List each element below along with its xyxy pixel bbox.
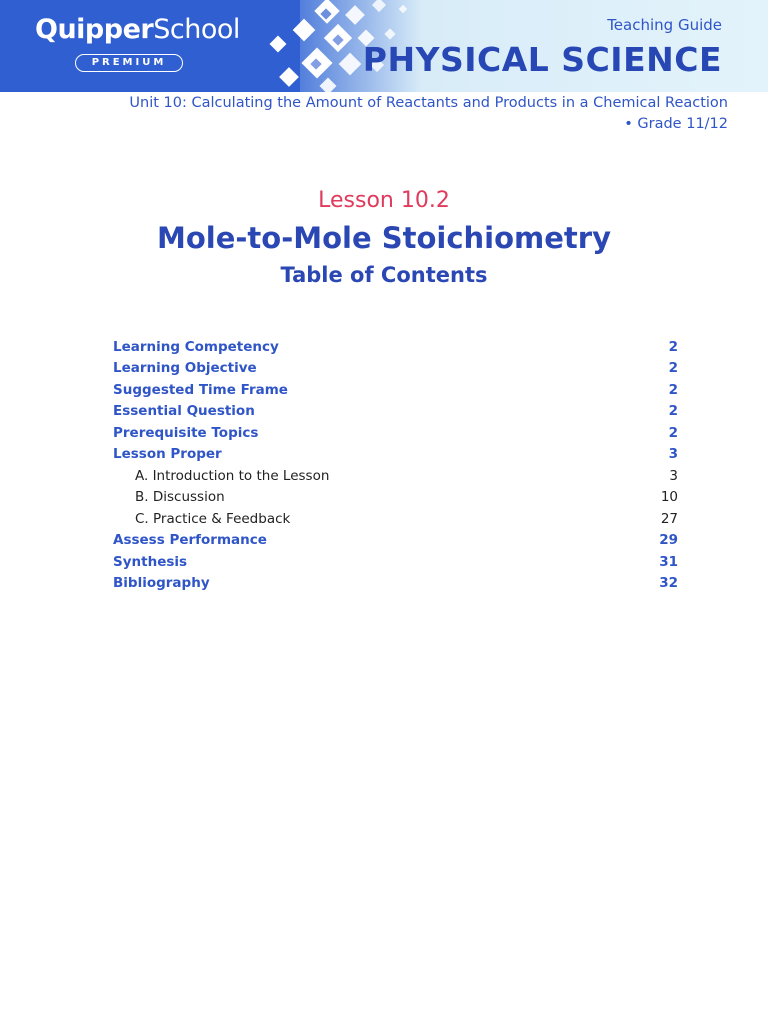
toc-page-number: 29 <box>659 532 678 549</box>
toc-entry[interactable] <box>113 530 678 552</box>
toc-entry[interactable] <box>113 573 678 595</box>
toc-entry[interactable] <box>113 358 678 380</box>
toc-entry-label: C. Practice & Feedback <box>135 510 291 527</box>
toc-entry[interactable] <box>113 444 678 466</box>
toc-page-number: 3 <box>668 446 678 463</box>
toc-page-number: 2 <box>668 403 678 420</box>
toc-heading: Table of Contents <box>280 263 488 287</box>
toc-entry-label: Synthesis <box>113 553 188 570</box>
toc-page-number: 27 <box>660 510 678 527</box>
toc-entry-label: Suggested Time Frame <box>113 381 288 398</box>
toc-entry[interactable] <box>113 401 678 423</box>
toc-page-number: 2 <box>668 360 678 377</box>
header-banner <box>0 0 768 92</box>
lesson-title: Mole-to-Mole Stoichiometry <box>156 221 611 255</box>
toc-subentry[interactable] <box>113 487 678 509</box>
toc-entry-label: Learning Objective <box>113 360 257 377</box>
toc-entry[interactable] <box>113 422 678 444</box>
table-of-contents <box>113 336 678 594</box>
toc-page-number: 2 <box>668 338 678 355</box>
toc-entry[interactable] <box>113 379 678 401</box>
guide-label: Teaching Guide <box>607 16 722 34</box>
subject-title: PHYSICAL SCIENCE <box>362 40 722 79</box>
toc-page-number: 31 <box>659 553 678 570</box>
toc-entry-label: A. Introduction to the Lesson <box>135 467 330 484</box>
brand-secondary: School <box>153 14 240 45</box>
toc-entry-label: Learning Competency <box>113 338 279 355</box>
brand-primary: Quipper <box>35 14 154 45</box>
toc-entry-label: Prerequisite Topics <box>113 424 259 441</box>
toc-entry-label: Lesson Proper <box>113 446 222 463</box>
brand-logo <box>35 14 240 45</box>
toc-page-number: 10 <box>660 489 678 506</box>
toc-subentry[interactable] <box>113 508 678 530</box>
toc-entry[interactable] <box>113 551 678 573</box>
toc-entry-label: B. Discussion <box>135 489 225 506</box>
toc-subentry[interactable] <box>113 465 678 487</box>
unit-subtitle <box>88 93 728 135</box>
toc-entry-label: Assess Performance <box>113 532 267 549</box>
toc-page-number: 2 <box>668 381 678 398</box>
toc-page-number: 2 <box>668 424 678 441</box>
unit-title: Unit 10: Calculating the Amount of Reactants and Products in a Chemical Reaction <box>129 95 728 111</box>
lesson-number: Lesson 10.2 <box>318 188 450 213</box>
toc-page-number: 3 <box>669 467 678 484</box>
toc-page-number: 32 <box>659 575 678 592</box>
premium-badge: PREMIUM <box>75 54 183 72</box>
grade-level: • Grade 11/12 <box>624 116 728 132</box>
toc-entry[interactable] <box>113 336 678 358</box>
toc-entry-label: Bibliography <box>113 575 210 592</box>
toc-entry-label: Essential Question <box>113 403 255 420</box>
